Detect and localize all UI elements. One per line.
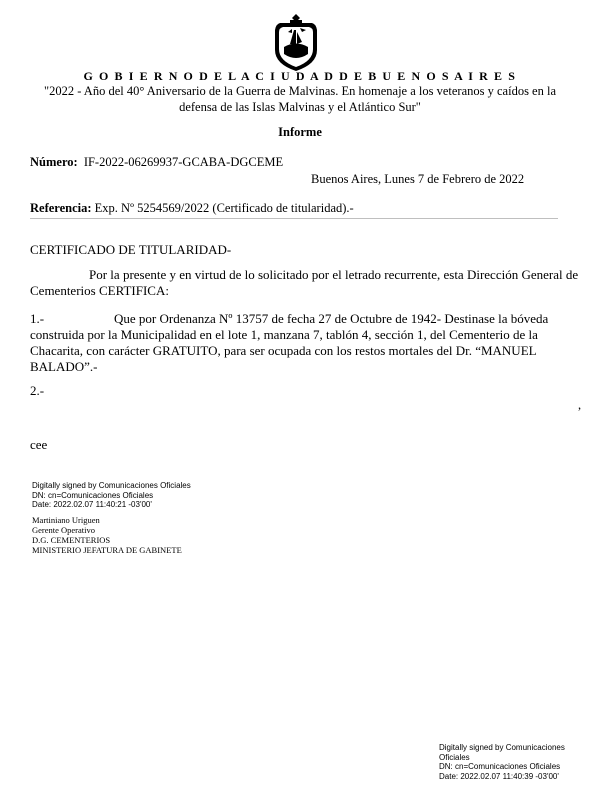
referencia-value: Exp. Nº 5254569/2022 (Certificado de titularidad).- [94,201,354,215]
digital-signature-stamp [439,743,565,781]
government-heading: G O B I E R N O D E L A C I U D A D D E B U E N O S A I R E S [83,69,517,83]
signer-role: Gerente Operativo [32,525,96,535]
signature-line: Digitally signed by Comunicaciones Oficiales [32,481,191,490]
signature-line: DN: cn=Comunicaciones Oficiales [439,762,561,771]
author-initials: cee [30,437,48,452]
signature-line: Date: 2022.02.07 11:40:21 -03'00' [32,500,152,509]
document-type: Informe [278,125,322,139]
signer-name: Martiniano Uriguen [32,515,100,525]
item-line: Que por Ordenanza Nº 13757 de fecha 27 de Octubre de 1942- Destinase la bóveda [114,311,549,326]
digital-signature-stamp [32,481,191,510]
signer-ministry: MINISTERIO JEFATURA DE GABINETE [32,545,182,555]
signer-block [32,515,182,555]
signature-line: Oficiales [439,752,470,762]
numero-value: IF-2022-06269937-GCABA-DGCEME [83,155,284,169]
signer-unit: D.G. CEMENTERIOS [32,535,111,545]
city-coat-of-arms-icon [270,14,322,72]
signature-line: DN: cn=Comunicaciones Oficiales [32,490,154,500]
item-line: BALADO”.- [30,359,98,374]
certificate-heading: CERTIFICADO DE TITULARIDAD- [30,242,232,257]
motto-line: "2022 - Año del 40° Aniversario de la Guerra de Malvinas. En homenaje a los veteranos y caídos en la [43,84,557,98]
item-line: construida por la Municipalidad en el lote 1, manzana 7, tablón 4, sección 1, del Cementerio de la [30,327,538,342]
stray-mark: , [578,398,582,412]
signature-line: Digitally signed by Comunicaciones [439,743,565,752]
divider [30,218,558,219]
intro-line: Por la presente y en virtud de lo solicitado por el letrado recurrente, esta Dirección General de [89,267,579,282]
intro-line: Cementerios CERTIFICA: [30,283,169,298]
year-motto [30,83,570,115]
referencia-label: Referencia: [30,201,92,215]
motto-line: defensa de las Islas Malvinas y el Atlántico Sur" [179,100,421,114]
signature-line: Date: 2022.02.07 11:40:39 -03'00' [439,771,559,781]
numero-label: Número: [30,155,78,169]
document-number [30,155,283,170]
place-date: Buenos Aires, Lunes 7 de Febrero de 2022 [311,172,525,186]
item-number: 1.- [30,311,45,326]
item-line: Chacarita, con carácter GRATUITO, para ser ocupada con los restos mortales del Dr. “MANUEL [30,343,537,358]
item-number: 2.- [30,383,45,398]
reference [30,201,354,216]
